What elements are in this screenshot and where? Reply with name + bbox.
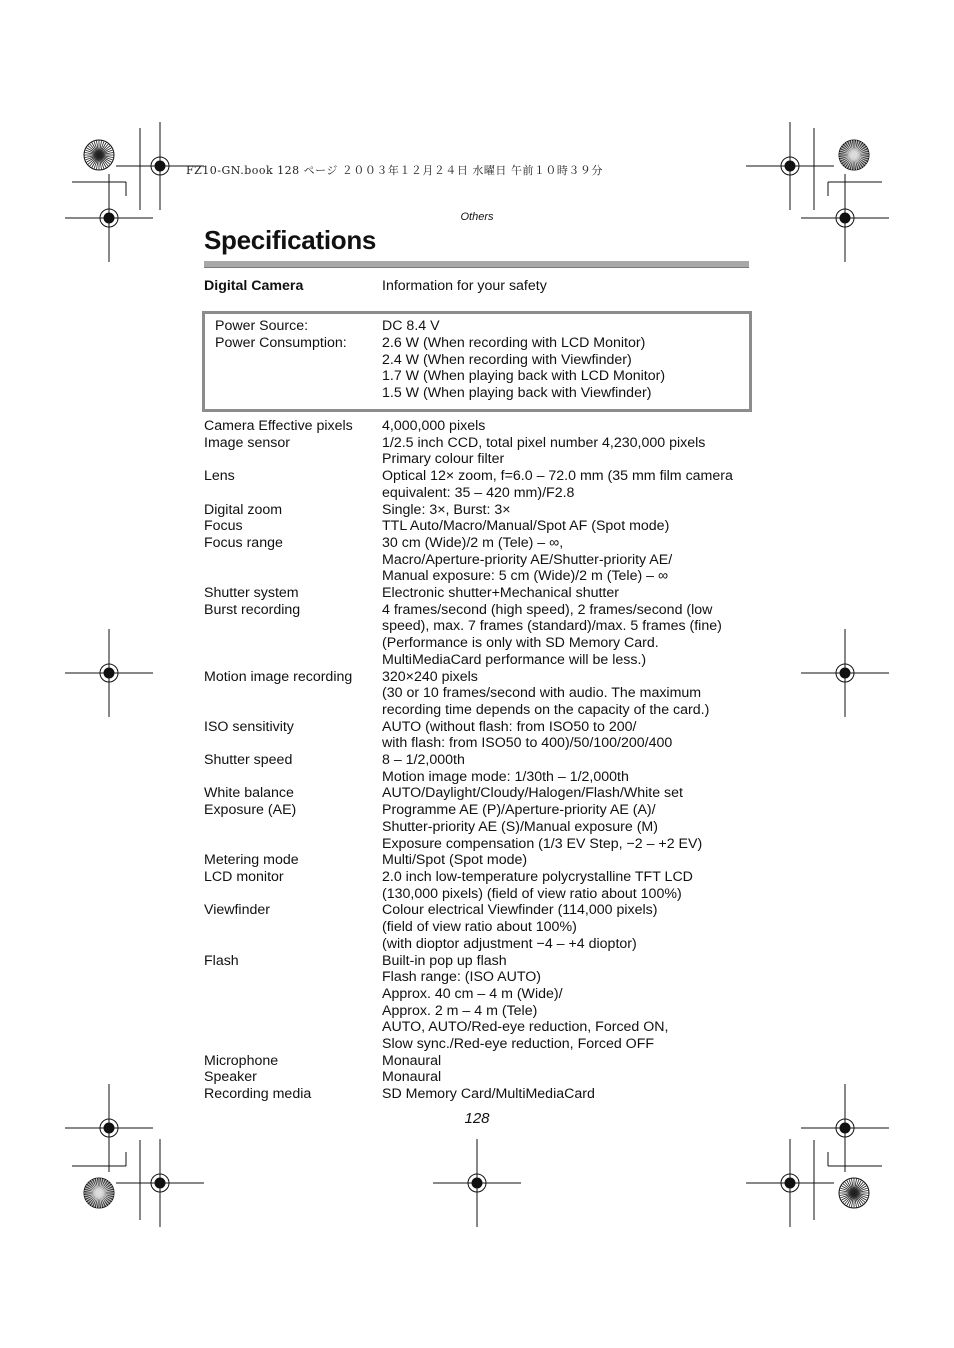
spec-value-line: Manual exposure: 5 cm (Wide)/2 m (Tele) – ∞: [382, 568, 669, 585]
spec-value: [382, 752, 754, 785]
rosette-mark-icon: [84, 1178, 114, 1208]
spec-label: Digital zoom: [204, 501, 283, 518]
spec-value-line: Colour electrical Viewfinder (114,000 pixels): [382, 902, 658, 919]
spec-value-line: (130,000 pixels) (field of view ratio about 100%): [382, 885, 682, 902]
power-consumption-label: Power Consumption:: [215, 335, 347, 351]
spec-row: [204, 869, 754, 902]
spec-value-line: Built-in pop up flash: [382, 952, 507, 969]
spec-value-line: 4 frames/second (high speed), 2 frames/second (low: [382, 601, 713, 618]
spec-label: Motion image recording: [204, 668, 353, 685]
spec-row: [204, 585, 754, 602]
spec-value: [382, 502, 754, 519]
spec-label: Viewfinder: [204, 902, 270, 919]
spec-label: Focus range: [204, 534, 283, 551]
power-consumption-line: 2.6 W (When recording with LCD Monitor): [382, 335, 646, 351]
spec-row: [204, 535, 754, 585]
spec-value-line: Exposure compensation (1/3 EV Step, −2 – +2 EV): [382, 835, 703, 852]
spec-value-line: Motion image mode: 1/30th – 1/2,000th: [382, 768, 629, 785]
spec-value-line: AUTO/Daylight/Cloudy/Halogen/Flash/White set: [382, 785, 683, 802]
spec-row: [204, 1086, 754, 1103]
spec-row: [204, 785, 754, 802]
crosshair-target-icon: [433, 1139, 521, 1227]
power-consumption-line: 2.4 W (When recording with Viewfinder): [382, 351, 632, 368]
spec-value: [382, 518, 754, 535]
spec-row: [204, 468, 754, 501]
spec-value: [382, 785, 754, 802]
spec-label: Exposure (AE): [204, 802, 297, 819]
spec-value: [382, 418, 754, 435]
spec-value: [382, 669, 754, 719]
power-consumption-line: 1.5 W (When playing back with Viewfinder): [382, 385, 652, 402]
spec-value-line: 30 cm (Wide)/2 m (Tele) – ∞,: [382, 534, 564, 551]
crosshair-target-icon: [116, 1139, 204, 1227]
spec-value-line: 8 – 1/2,000th: [382, 752, 465, 769]
spec-row: [204, 518, 754, 535]
spec-value: [382, 953, 754, 1053]
page-number: 128: [464, 1110, 490, 1127]
spec-value: [382, 535, 754, 585]
specifications-table: [204, 418, 754, 1103]
spec-label: Flash: [204, 952, 239, 969]
spec-value-line: Slow sync./Red-eye reduction, Forced OFF: [382, 1036, 655, 1053]
spec-value: [382, 719, 754, 752]
spec-value-line: Monaural: [382, 1069, 442, 1086]
spec-row: [204, 1053, 754, 1070]
power-consumption-values: [382, 335, 665, 402]
spec-value-line: 2.0 inch low-temperature polycrystalline TFT LCD: [382, 868, 693, 885]
spec-value: [382, 802, 754, 852]
spec-value-line: equivalent: 35 – 420 mm)/F2.8: [382, 484, 575, 501]
spec-row: [204, 953, 754, 1053]
spec-value-line: SD Memory Card/MultiMediaCard: [382, 1086, 595, 1103]
spec-row: [204, 502, 754, 519]
crosshair-target-icon: [746, 1139, 834, 1227]
spec-value-line: Monaural: [382, 1052, 442, 1069]
spec-value-line: 320×240 pixels: [382, 668, 478, 685]
spec-row: [204, 802, 754, 852]
spec-value-line: TTL Auto/Macro/Manual/Spot AF (Spot mode): [382, 518, 670, 535]
spec-value-line: Optical 12× zoom, f=6.0 – 72.0 mm (35 mm film camera: [382, 468, 733, 485]
spec-label: Lens: [204, 468, 235, 485]
spec-value-line: MultiMediaCard performance will be less.): [382, 651, 647, 668]
spec-row: [204, 418, 754, 435]
spec-value-line: AUTO (without flash: from ISO50 to 200/: [382, 718, 637, 735]
spec-row: [204, 435, 754, 468]
spec-value-line: with flash: from ISO50 to 400)/50/100/200/400: [382, 735, 673, 752]
spec-value-line: Electronic shutter+Mechanical shutter: [382, 585, 619, 602]
spec-value-line: 1/2.5 inch CCD, total pixel number 4,230,000 pixels: [382, 434, 706, 451]
spec-value-line: (Performance is only with SD Memory Card.: [382, 635, 659, 652]
spec-label: Shutter speed: [204, 752, 293, 769]
rosette-mark-icon: [839, 140, 869, 170]
spec-label: Focus: [204, 518, 243, 535]
power-consumption-line: 1.7 W (When playing back with LCD Monitor): [382, 368, 666, 385]
spec-row: [204, 902, 754, 952]
spec-value: [382, 902, 754, 952]
spec-label: ISO sensitivity: [204, 718, 294, 735]
spec-value-line: 4,000,000 pixels: [382, 418, 486, 434]
spec-value-line: Approx. 2 m – 4 m (Tele): [382, 1002, 538, 1019]
spec-value: [382, 468, 754, 501]
spec-value: [382, 852, 754, 869]
spec-label: Speaker: [204, 1069, 257, 1086]
digital-camera-label: Digital Camera: [204, 278, 304, 294]
spec-label: Microphone: [204, 1052, 279, 1069]
spec-value-line: Multi/Spot (Spot mode): [382, 852, 528, 869]
printer-info-line: FZ10-GN.book 128 ページ ２００３年１２月２４日 水曜日 午前１０時３９分: [186, 164, 603, 177]
spec-label: Shutter system: [204, 585, 299, 602]
power-source-value: DC 8.4 V: [382, 318, 440, 334]
spec-row: [204, 669, 754, 719]
crosshair-target-icon: [65, 629, 153, 717]
spec-value-line: Flash range: (ISO AUTO): [382, 969, 542, 986]
power-source-label: Power Source:: [215, 318, 309, 334]
safety-info-heading: Information for your safety: [382, 278, 547, 294]
spec-value: [382, 435, 754, 468]
crosshair-target-icon: [801, 629, 889, 717]
spec-label: Metering mode: [204, 852, 299, 869]
spec-row: [204, 852, 754, 869]
spec-value: [382, 1086, 754, 1103]
spec-value-line: Programme AE (P)/Aperture-priority AE (A)/: [382, 802, 656, 819]
spec-value-line: AUTO, AUTO/Red-eye reduction, Forced ON,: [382, 1019, 669, 1036]
title-rule: [204, 261, 749, 268]
spec-value: [382, 585, 754, 602]
spec-label: Camera Effective pixels: [204, 418, 353, 434]
page-title: Specifications: [204, 225, 377, 255]
spec-value-line: recording time depends on the capacity of the card.): [382, 701, 710, 718]
spec-value: [382, 1053, 754, 1070]
spec-row: [204, 719, 754, 752]
spec-value-line: Approx. 40 cm – 4 m (Wide)/: [382, 985, 563, 1002]
spec-row: [204, 602, 754, 669]
spec-value-line: Macro/Aperture-priority AE/Shutter-priority AE/: [382, 551, 673, 568]
spec-value-line: (field of view ratio about 100%): [382, 919, 577, 936]
spec-value-line: (with dioptor adjustment −4 – +4 dioptor): [382, 935, 637, 952]
spec-value: [382, 602, 754, 669]
spec-label: White balance: [204, 785, 294, 802]
spec-value-line: Single: 3×, Burst: 3×: [382, 501, 511, 518]
rosette-mark-icon: [839, 1178, 869, 1208]
spec-row: [204, 1069, 754, 1086]
spec-value-line: (30 or 10 frames/second with audio. The maximum: [382, 685, 702, 702]
spec-value: [382, 869, 754, 902]
spec-value-line: Shutter-priority AE (S)/Manual exposure (M): [382, 818, 658, 835]
spec-label: LCD monitor: [204, 868, 284, 885]
spec-label: Burst recording: [204, 601, 301, 618]
spec-row: [204, 752, 754, 785]
spec-value-line: Primary colour filter: [382, 451, 505, 468]
spec-label: Recording media: [204, 1086, 312, 1103]
spec-value: [382, 1069, 754, 1086]
section-label: Others: [460, 211, 494, 223]
spec-value-line: speed), max. 7 frames (standard)/max. 5 frames (fine): [382, 618, 722, 635]
spec-label: Image sensor: [204, 434, 290, 451]
crosshair-target-icon: [746, 122, 834, 210]
rosette-mark-icon: [84, 140, 114, 170]
